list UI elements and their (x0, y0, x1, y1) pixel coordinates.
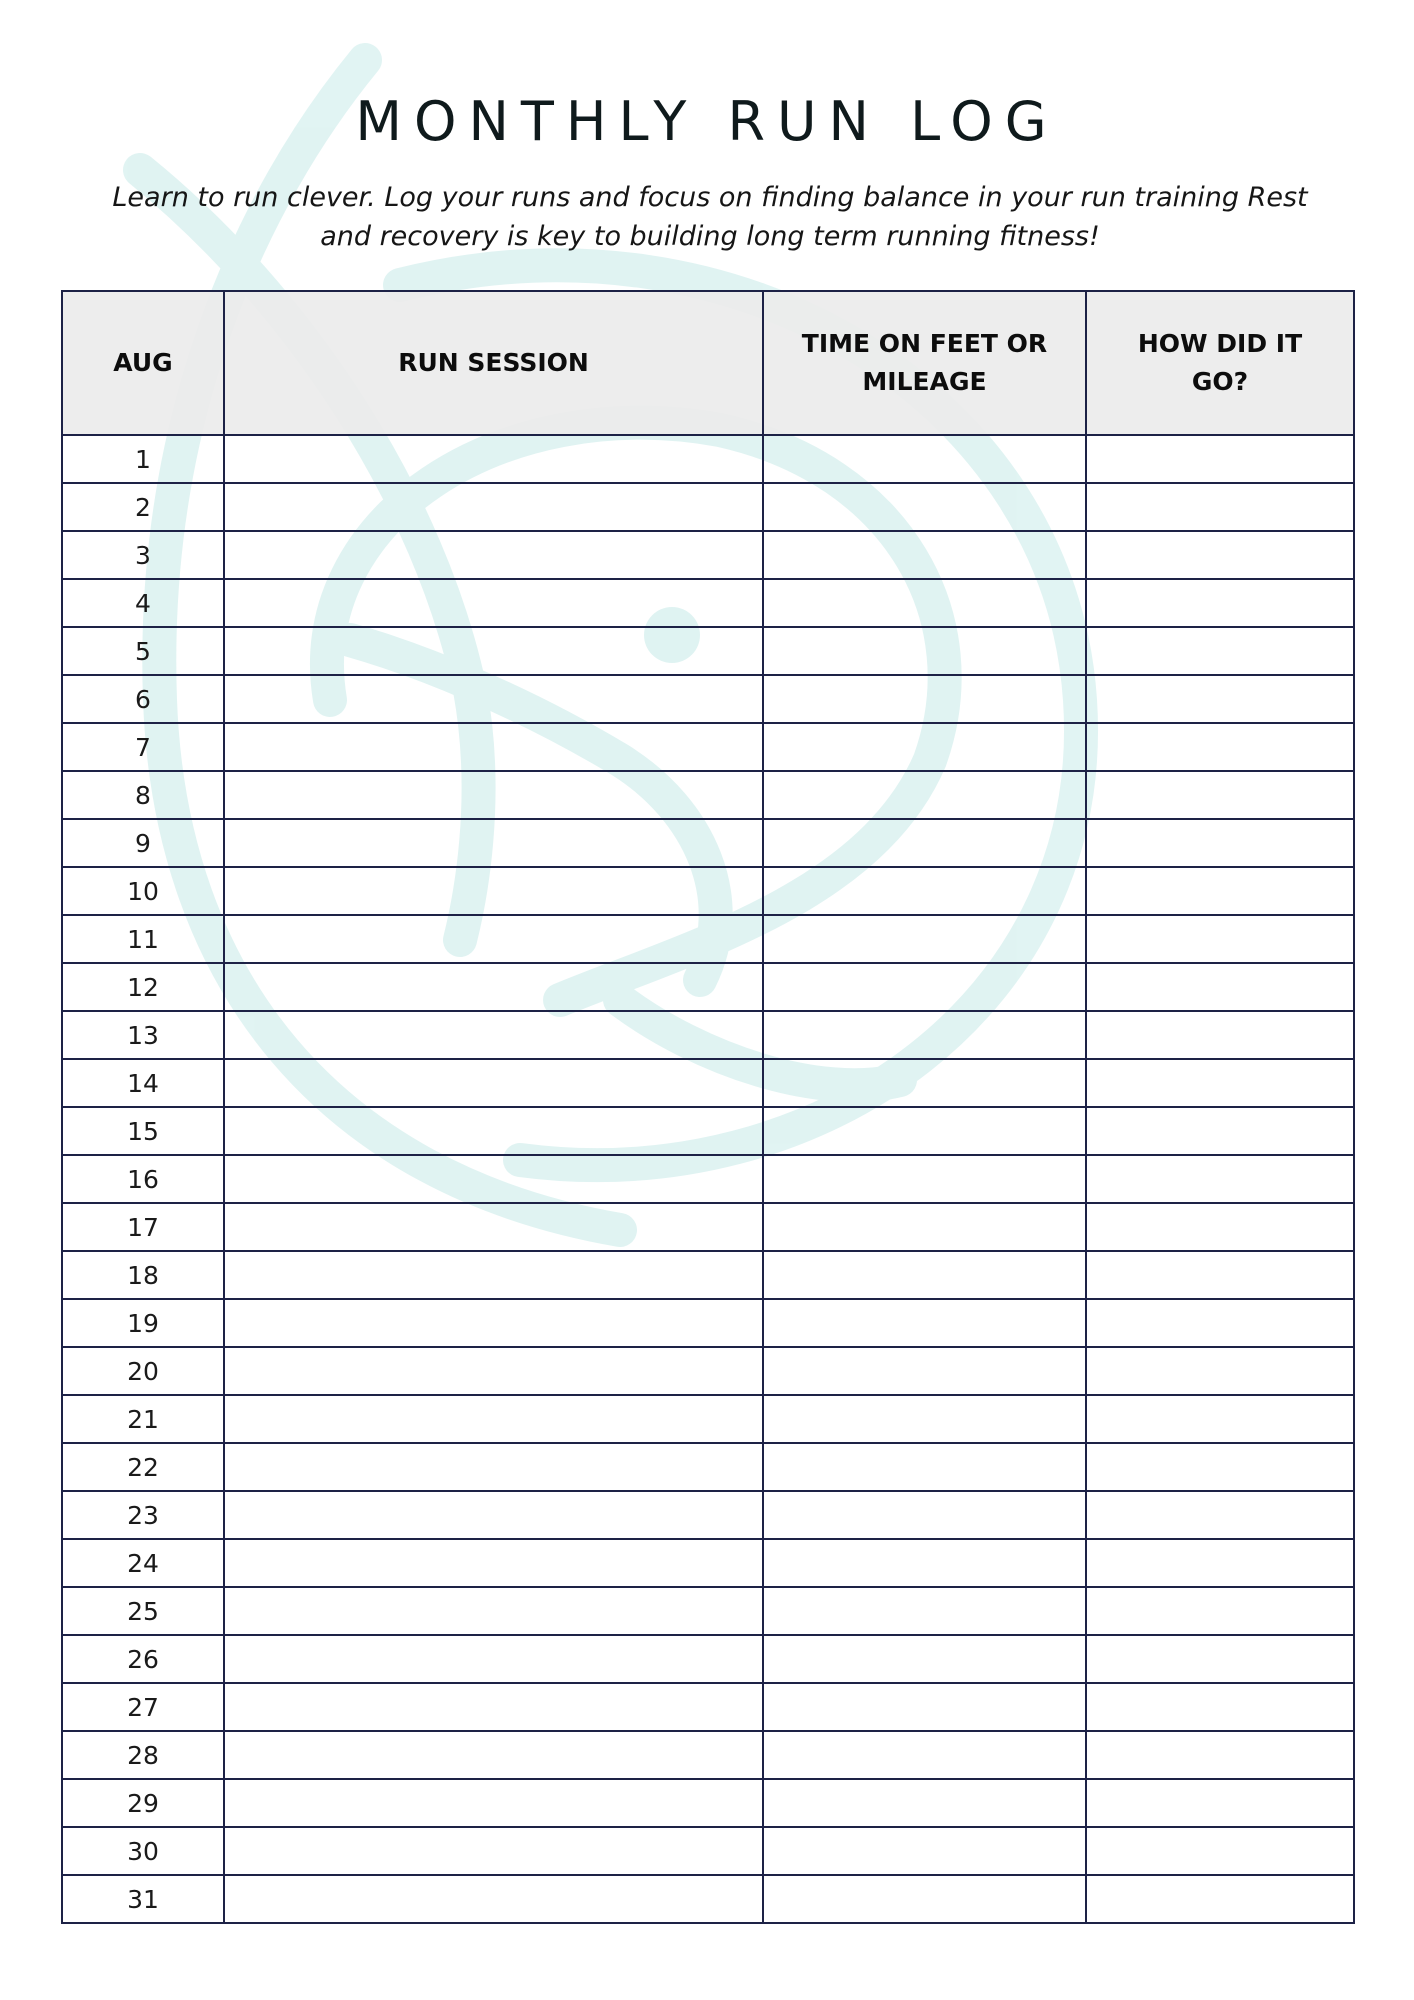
day-number: 11 (62, 915, 224, 963)
run-session-cell[interactable] (224, 1155, 763, 1203)
table-row (62, 771, 1354, 819)
how-did-it-go-cell[interactable] (1086, 1443, 1354, 1491)
table-row (62, 627, 1354, 675)
table-row (62, 1779, 1354, 1827)
table-row (62, 579, 1354, 627)
run-session-cell[interactable] (224, 1011, 763, 1059)
table-row (62, 1731, 1354, 1779)
day-number: 14 (62, 1059, 224, 1107)
how-did-it-go-cell[interactable] (1086, 579, 1354, 627)
table-row (62, 1011, 1354, 1059)
header-time-on-feet (763, 291, 1086, 435)
run-session-cell[interactable] (224, 1443, 763, 1491)
run-session-cell[interactable] (224, 1779, 763, 1827)
how-did-it-go-cell[interactable] (1086, 1539, 1354, 1587)
how-did-it-go-cell[interactable] (1086, 1779, 1354, 1827)
run-session-cell[interactable] (224, 1491, 763, 1539)
table-row (62, 1347, 1354, 1395)
time-on-feet-cell[interactable] (763, 1827, 1086, 1875)
run-session-cell[interactable] (224, 1059, 763, 1107)
table-row (62, 435, 1354, 483)
time-on-feet-cell[interactable] (763, 1443, 1086, 1491)
how-did-it-go-cell[interactable] (1086, 1827, 1354, 1875)
time-on-feet-cell[interactable] (763, 963, 1086, 1011)
table-row (62, 1107, 1354, 1155)
day-number: 5 (62, 627, 224, 675)
how-did-it-go-cell[interactable] (1086, 675, 1354, 723)
run-session-cell[interactable] (224, 1107, 763, 1155)
run-session-cell[interactable] (224, 1203, 763, 1251)
day-number: 7 (62, 723, 224, 771)
day-number: 3 (62, 531, 224, 579)
how-did-it-go-cell[interactable] (1086, 1299, 1354, 1347)
day-number: 13 (62, 1011, 224, 1059)
time-on-feet-cell[interactable] (763, 1059, 1086, 1107)
header-run-session: RUN SESSION (224, 291, 763, 435)
time-on-feet-cell[interactable] (763, 771, 1086, 819)
how-did-it-go-cell[interactable] (1086, 867, 1354, 915)
how-did-it-go-cell[interactable] (1086, 1107, 1354, 1155)
run-session-cell[interactable] (224, 1587, 763, 1635)
time-on-feet-cell[interactable] (763, 435, 1086, 483)
day-number: 24 (62, 1539, 224, 1587)
day-number: 1 (62, 435, 224, 483)
time-on-feet-cell[interactable] (763, 1251, 1086, 1299)
header-time-line-1: TIME ON FEET OR (801, 329, 1048, 358)
how-did-it-go-cell[interactable] (1086, 531, 1354, 579)
table-row (62, 819, 1354, 867)
day-number: 15 (62, 1107, 224, 1155)
how-did-it-go-cell[interactable] (1086, 1587, 1354, 1635)
how-did-it-go-cell[interactable] (1086, 1683, 1354, 1731)
header-time-line-2: MILEAGE (862, 367, 987, 396)
run-session-cell[interactable] (224, 675, 763, 723)
day-number: 29 (62, 1779, 224, 1827)
table-row (62, 1059, 1354, 1107)
time-on-feet-cell[interactable] (763, 483, 1086, 531)
run-session-cell[interactable] (224, 531, 763, 579)
time-on-feet-cell[interactable] (763, 1347, 1086, 1395)
how-did-it-go-cell[interactable] (1086, 963, 1354, 1011)
day-number: 12 (62, 963, 224, 1011)
table-row (62, 723, 1354, 771)
table-row (62, 1587, 1354, 1635)
table-row (62, 1539, 1354, 1587)
table-header-row (62, 291, 1354, 435)
intro-line-2: and recovery is key to building long term running fitness! (320, 221, 1100, 252)
time-on-feet-cell[interactable] (763, 1155, 1086, 1203)
day-number: 23 (62, 1491, 224, 1539)
table-row (62, 1683, 1354, 1731)
how-did-it-go-cell[interactable] (1086, 1731, 1354, 1779)
run-session-cell[interactable] (224, 1251, 763, 1299)
table-row (62, 915, 1354, 963)
run-session-cell[interactable] (224, 435, 763, 483)
table-row (62, 1155, 1354, 1203)
run-session-cell[interactable] (224, 1827, 763, 1875)
time-on-feet-cell[interactable] (763, 1203, 1086, 1251)
table-row (62, 1395, 1354, 1443)
table-body (62, 435, 1354, 1923)
run-session-cell[interactable] (224, 867, 763, 915)
table-row (62, 1875, 1354, 1923)
how-did-it-go-cell[interactable] (1086, 771, 1354, 819)
how-did-it-go-cell[interactable] (1086, 1059, 1354, 1107)
run-session-cell[interactable] (224, 963, 763, 1011)
time-on-feet-cell[interactable] (763, 1107, 1086, 1155)
time-on-feet-cell[interactable] (763, 1875, 1086, 1923)
day-number: 16 (62, 1155, 224, 1203)
header-how-did-it-go (1086, 291, 1354, 435)
table-row (62, 1491, 1354, 1539)
run-session-cell[interactable] (224, 771, 763, 819)
day-number: 9 (62, 819, 224, 867)
run-log-table (61, 290, 1355, 1924)
how-did-it-go-cell[interactable] (1086, 1155, 1354, 1203)
run-session-cell[interactable] (224, 1635, 763, 1683)
time-on-feet-cell[interactable] (763, 1635, 1086, 1683)
how-did-it-go-cell[interactable] (1086, 435, 1354, 483)
table-row (62, 1251, 1354, 1299)
time-on-feet-cell[interactable] (763, 1491, 1086, 1539)
day-number: 19 (62, 1299, 224, 1347)
time-on-feet-cell[interactable] (763, 675, 1086, 723)
how-did-it-go-cell[interactable] (1086, 1395, 1354, 1443)
page-title: MONTHLY RUN LOG (355, 90, 1059, 153)
how-did-it-go-cell[interactable] (1086, 1251, 1354, 1299)
day-number: 21 (62, 1395, 224, 1443)
how-did-it-go-cell[interactable] (1086, 483, 1354, 531)
run-session-cell[interactable] (224, 579, 763, 627)
table-row (62, 1635, 1354, 1683)
run-session-cell[interactable] (224, 1395, 763, 1443)
how-did-it-go-cell[interactable] (1086, 1635, 1354, 1683)
time-on-feet-cell[interactable] (763, 819, 1086, 867)
table-row (62, 1299, 1354, 1347)
run-session-cell[interactable] (224, 627, 763, 675)
time-on-feet-cell[interactable] (763, 1683, 1086, 1731)
how-did-it-go-cell[interactable] (1086, 915, 1354, 963)
how-did-it-go-cell[interactable] (1086, 723, 1354, 771)
time-on-feet-cell[interactable] (763, 627, 1086, 675)
run-session-cell[interactable] (224, 1539, 763, 1587)
day-number: 10 (62, 867, 224, 915)
run-session-cell[interactable] (224, 819, 763, 867)
time-on-feet-cell[interactable] (763, 1779, 1086, 1827)
time-on-feet-cell[interactable] (763, 723, 1086, 771)
header-how-line-1: HOW DID IT (1137, 329, 1303, 358)
how-did-it-go-cell[interactable] (1086, 1203, 1354, 1251)
run-session-cell[interactable] (224, 1299, 763, 1347)
time-on-feet-cell[interactable] (763, 1395, 1086, 1443)
run-session-cell[interactable] (224, 1875, 763, 1923)
table-row (62, 1203, 1354, 1251)
how-did-it-go-cell[interactable] (1086, 1875, 1354, 1923)
day-number: 20 (62, 1347, 224, 1395)
run-session-cell[interactable] (224, 1683, 763, 1731)
intro-text (70, 178, 1350, 256)
how-did-it-go-cell[interactable] (1086, 819, 1354, 867)
intro-line-1: Learn to run clever. Log your runs and focus on finding balance in your run training Rest (112, 182, 1308, 213)
how-did-it-go-cell[interactable] (1086, 1347, 1354, 1395)
time-on-feet-cell[interactable] (763, 1731, 1086, 1779)
table-row (62, 1443, 1354, 1491)
run-session-cell[interactable] (224, 483, 763, 531)
run-session-cell[interactable] (224, 723, 763, 771)
day-number: 17 (62, 1203, 224, 1251)
table-row (62, 483, 1354, 531)
time-on-feet-cell[interactable] (763, 531, 1086, 579)
day-number: 26 (62, 1635, 224, 1683)
day-number: 2 (62, 483, 224, 531)
time-on-feet-cell[interactable] (763, 915, 1086, 963)
day-number: 6 (62, 675, 224, 723)
time-on-feet-cell[interactable] (763, 1587, 1086, 1635)
time-on-feet-cell[interactable] (763, 1539, 1086, 1587)
header-day: AUG (62, 291, 224, 435)
table-row (62, 867, 1354, 915)
day-number: 25 (62, 1587, 224, 1635)
day-number: 28 (62, 1731, 224, 1779)
run-session-cell[interactable] (224, 1347, 763, 1395)
header-how-line-2: GO? (1191, 367, 1249, 396)
day-number: 22 (62, 1443, 224, 1491)
day-number: 4 (62, 579, 224, 627)
day-number: 30 (62, 1827, 224, 1875)
table-row (62, 1827, 1354, 1875)
time-on-feet-cell[interactable] (763, 1299, 1086, 1347)
time-on-feet-cell[interactable] (763, 579, 1086, 627)
table-row (62, 963, 1354, 1011)
table-row (62, 675, 1354, 723)
run-session-cell[interactable] (224, 915, 763, 963)
how-did-it-go-cell[interactable] (1086, 1011, 1354, 1059)
day-number: 31 (62, 1875, 224, 1923)
day-number: 27 (62, 1683, 224, 1731)
time-on-feet-cell[interactable] (763, 1011, 1086, 1059)
how-did-it-go-cell[interactable] (1086, 1491, 1354, 1539)
table-row (62, 531, 1354, 579)
run-session-cell[interactable] (224, 1731, 763, 1779)
time-on-feet-cell[interactable] (763, 867, 1086, 915)
day-number: 8 (62, 771, 224, 819)
how-did-it-go-cell[interactable] (1086, 627, 1354, 675)
day-number: 18 (62, 1251, 224, 1299)
